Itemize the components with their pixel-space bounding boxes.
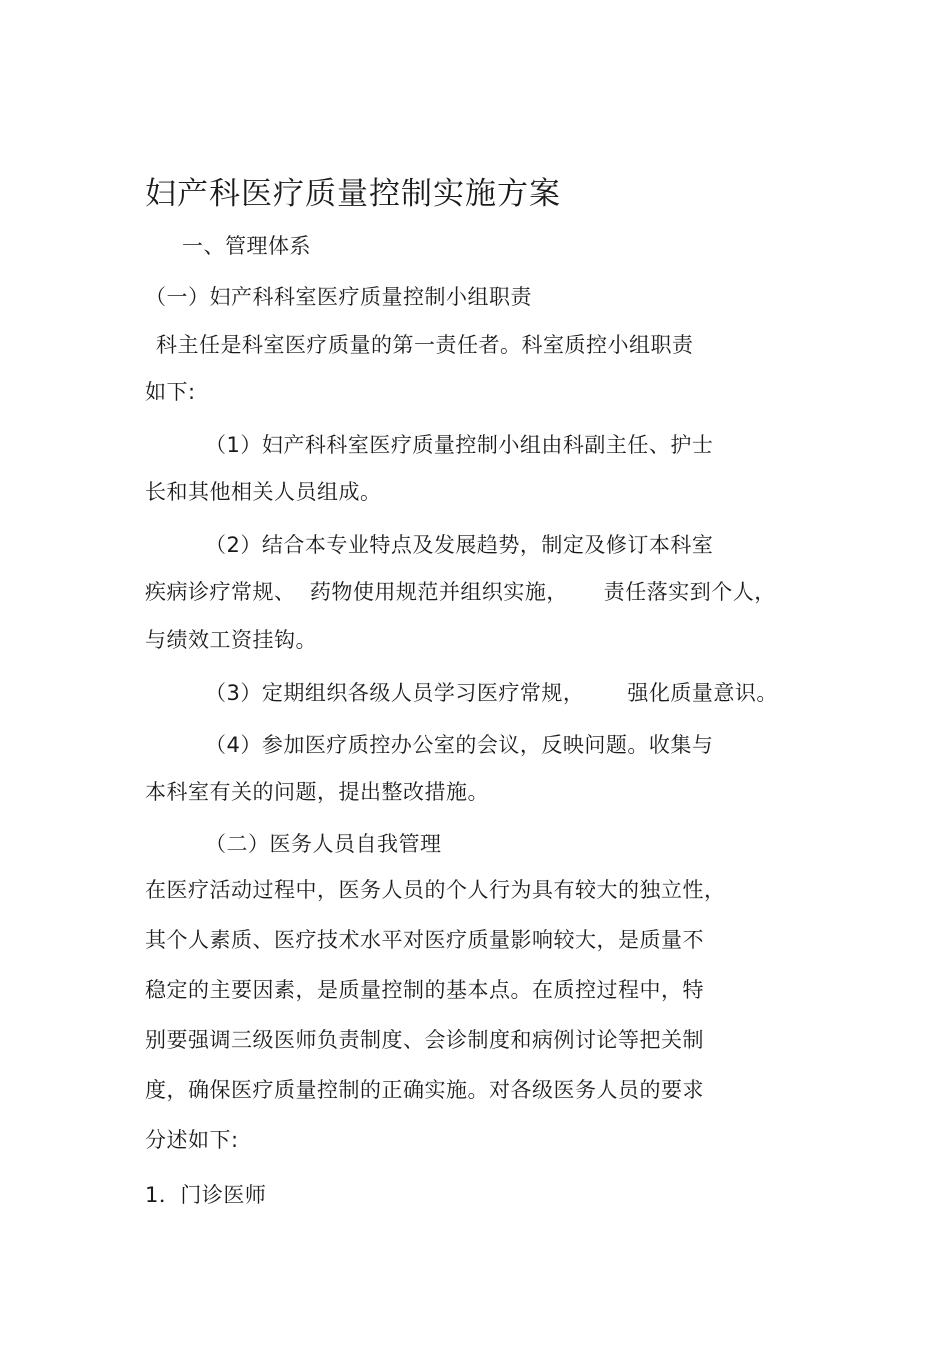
list-item-line: （3）定期组织各级人员学习医疗常规， 强化质量意识。: [205, 681, 778, 705]
paragraph-line: 其个人素质、医疗技术水平对医疗质量影响较大，是质量不: [145, 928, 704, 952]
paragraph-line: 稳定的主要因素，是质量控制的基本点。在质控过程中，特: [145, 978, 704, 1002]
section-heading: 一、管理体系: [182, 234, 311, 258]
list-item-line: 与绩效工资挂钩。: [145, 628, 317, 652]
numbered-heading: 1．门诊医师: [145, 1183, 267, 1207]
paragraph-line: 科主任是科室医疗质量的第一责任者。科室质控小组职责: [156, 333, 694, 357]
paragraph-line: 分述如下:: [145, 1128, 239, 1152]
list-item-line: 疾病诊疗常规、 药物使用规范并组织实施， 责任落实到个人，: [145, 580, 776, 604]
document-title: 妇产科医疗质量控制实施方案: [145, 176, 561, 212]
paragraph-line: 在医疗活动过程中，医务人员的个人行为具有较大的独立性，: [145, 878, 726, 902]
list-item-line: （2）结合本专业特点及发展趋势，制定及修订本科室: [205, 533, 714, 557]
list-item-line: 长和其他相关人员组成。: [145, 480, 382, 504]
paragraph-line: 如下:: [145, 380, 196, 404]
paragraph-line: 度，确保医疗质量控制的正确实施。对各级医务人员的要求: [145, 1078, 704, 1102]
list-item-line: （4）参加医疗质控办公室的会议，反映问题。收集与: [205, 733, 714, 757]
paragraph-line: 别要强调三级医师负责制度、会诊制度和病例讨论等把关制: [145, 1028, 704, 1052]
list-item-line: 本科室有关的问题，提出整改措施。: [145, 780, 489, 804]
subsection-heading: （一）妇产科科室医疗质量控制小组职责: [145, 285, 532, 309]
subsection-heading: （二）医务人员自我管理: [205, 832, 442, 856]
list-item-line: （1）妇产科科室医疗质量控制小组由科副主任、护士: [205, 433, 714, 457]
